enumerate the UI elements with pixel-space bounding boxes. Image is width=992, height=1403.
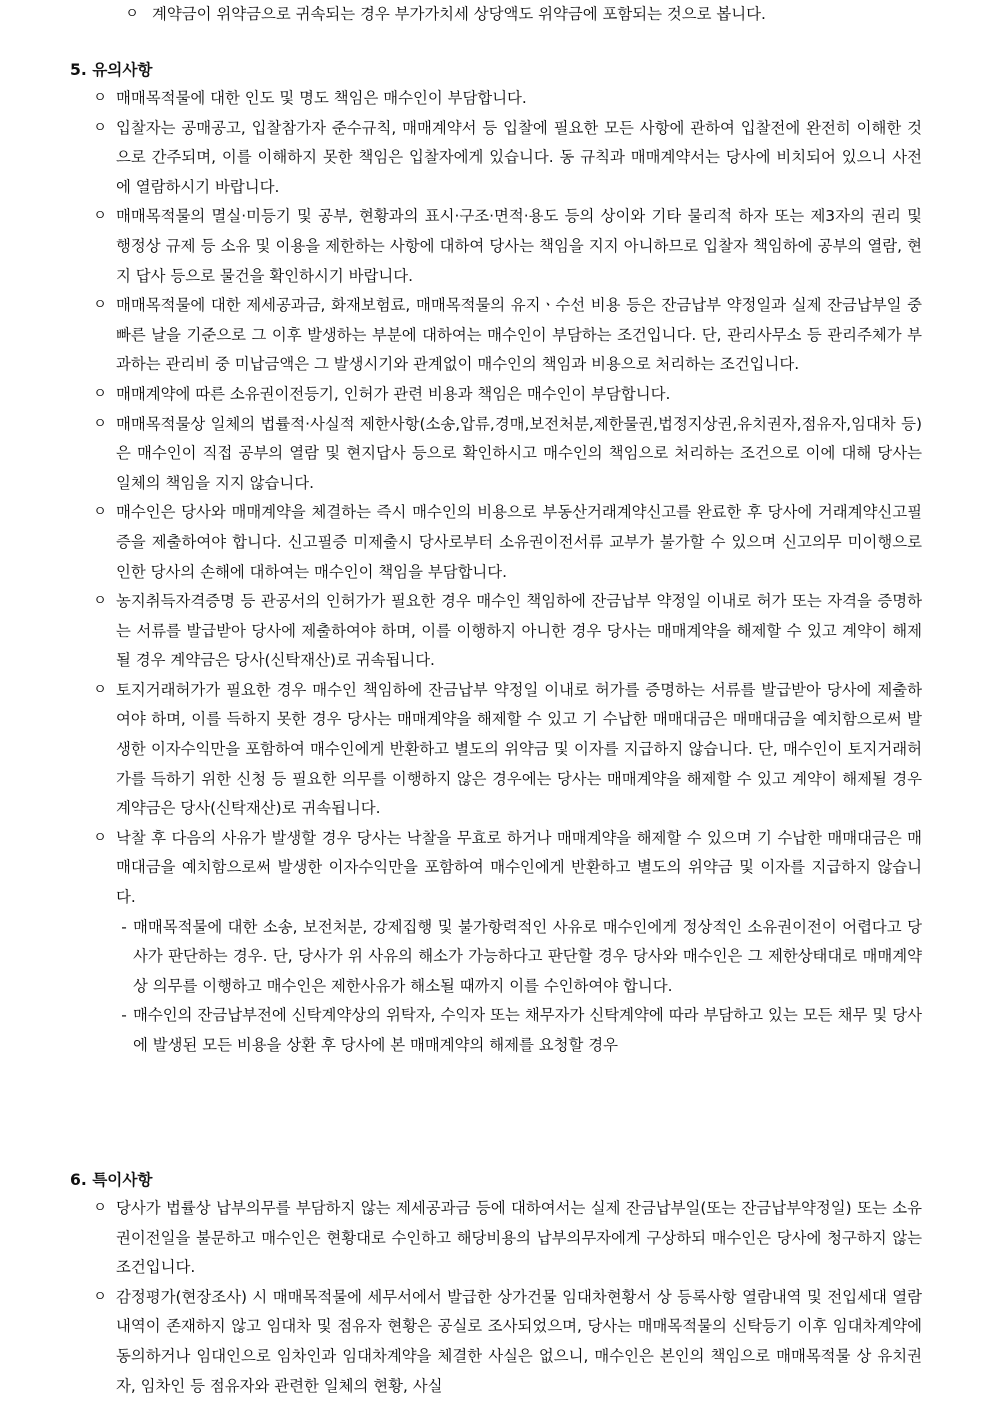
bullet-circle: ㅇ (93, 208, 107, 225)
sub-list-item-text: 매매목적물에 대한 소송, 보전처분, 강제집행 및 불가항력적인 사유로 매수인에게 정상적인 소유권이전이 어렵다고 당사가 판단하는 경우. 단, 당사가 위 사유의 해소가 가능하다고 판단할 경우 당사와 매수인은 그 제한상태대로 매매계약상 의무를 이행하고 매수인은 제한사유가 해소될 때까지 이를 수인하여야 합니다. (133, 917, 922, 995)
dash-marker: - (121, 917, 127, 936)
top-note-text: 계약금이 위약금으로 귀속되는 경우 부가가치세 상당액도 위약금에 포함되는 것으로 봅니다. (152, 5, 766, 23)
sub-list-item (116, 913, 922, 1002)
sub-list-item (116, 1001, 922, 1060)
bullet-circle: ㅇ (93, 297, 107, 314)
bullet-circle: ㅇ (93, 681, 107, 698)
list-item-text: 토지거래허가가 필요한 경우 매수인 책임하에 잔금납부 약정일 이내로 허가를 증명하는 서류를 발급받아 당사에 제출하여야 하며, 이를 득하지 못한 경우 당사는 매매계약을 해제할 수 있고 기 수납한 매매대금은 매매대금을 예치함으로써 발생한 이자수익만을 포함하여 매수인에게 반환하고 별도의 위약금 및 이자를 지급하지 않습니다. 단, 매수인이 토지거래허가를 득하기 위한 신청 등 필요한 의무를 이행하지 않은 경우에는 당사는 매매계약을 해제할 수 있고 계약이 해제될 경우 계약금은 당사(신탁재산)로 귀속됩니다. (116, 680, 922, 818)
bullet-circle: ㅇ (93, 504, 107, 521)
list-item-text: 매매계약에 따른 소유권이전등기, 인허가 관련 비용과 책임은 매수인이 부담합니다. (116, 384, 671, 403)
list-item-text: 매매목적물에 대한 제세공과금, 화재보험료, 매매목적물의 유지ㆍ수선 비용 등은 잔금납부 약정일과 실제 잔금납부일 중 빠른 날을 기준으로 그 이후 발생하는 부분에 대하여는 매수인이 부담하는 조건입니다. 단, 관리사무소 등 관리주체가 부과하는 관리비 중 미납금액은 그 발생시기와 관계없이 매수인의 책임과 비용으로 처리하는 조건입니다. (116, 296, 922, 374)
section-5-title: 5. 유의사항 (70, 61, 153, 79)
list-item (92, 114, 922, 203)
bullet-circle: ㅇ (93, 385, 107, 402)
bullet-circle: ㅇ (93, 119, 107, 136)
section-5-list (92, 84, 922, 1061)
bullet-circle: ㅇ (93, 1200, 107, 1216)
dash-marker: - (121, 1006, 127, 1025)
bullet-circle: ㅇ (93, 593, 107, 610)
top-note (124, 0, 924, 30)
list-item-text: 매수인은 당사와 매매계약을 체결하는 즉시 매수인의 비용으로 부동산거래계약신고를 완료한 후 당사에 거래계약신고필증을 제출하여야 합니다. 신고필증 미제출시 당사로부터 소유권이전서류 교부가 불가할 수 있으며 신고의무 미이행으로 인한 당사의 손해에 대하여는 매수인이 책임을 부담합니다. (116, 503, 922, 581)
bullet-circle: ㅇ (93, 90, 107, 106)
list-item-text: 매매목적물에 대한 인도 및 명도 책임은 매수인이 부담합니다. (116, 89, 527, 107)
sub-list-item-text: 매수인의 잔금납부전에 신탁계약상의 위탁자, 수익자 또는 채무자가 신탁계약에 따라 부담하고 있는 모든 채무 및 당사에 발생된 모든 비용을 상환 후 당사에 본 매매계약의 해제를 요청할 경우 (133, 1006, 922, 1054)
list-item (92, 410, 922, 499)
list-item (92, 498, 922, 587)
bullet-circle: ㅇ (93, 1288, 107, 1305)
list-item (92, 824, 922, 913)
bullet-circle: ㅇ (93, 415, 107, 432)
list-item-text: 농지취득자격증명 등 관공서의 인허가가 필요한 경우 매수인 책임하에 잔금납부 약정일 이내로 허가 또는 자격을 증명하는 서류를 발급받아 당사에 제출하여야 하며, 이를 이행하지 아니한 경우 당사는 매매계약을 해제할 수 있고 계약이 해제될 경우 계약금은 당사(신탁재산)로 귀속됩니다. (116, 592, 922, 670)
list-item (92, 202, 922, 291)
section-6-title: 6. 특이사항 (70, 1171, 153, 1189)
bullet-circle: ㅇ (93, 829, 107, 846)
list-item (92, 380, 922, 410)
list-item-text: 당사가 법률상 납부의무를 부담하지 않는 제세공과금 등에 대하여서는 실제 잔금납부일(또는 잔금납부약정일) 또는 소유권이전일을 불문하고 매수인은 현황대로 수인하고 해당비용의 납부의무자에게 구상하되 매수인은 당사에 청구하지 않는 조건입니다. (116, 1199, 922, 1277)
list-item (92, 1283, 922, 1401)
bullet-circle: ㅇ (125, 6, 139, 22)
list-item-text: 매매목적물의 멸실·미등기 및 공부, 현황과의 표시·구조·면적·용도 등의 상이와 기타 물리적 하자 또는 제3자의 권리 및 행정상 규제 등 소유 및 이용을 제한하는 사항에 대하여 당사는 책임을 지지 아니하므로 입찰자 책임하에 공부의 열람, 현지 답사 등으로 물건을 확인하시기 바랍니다. (116, 207, 922, 285)
list-item (92, 1194, 922, 1283)
sub-list (116, 913, 922, 1061)
list-item (92, 587, 922, 676)
section-6-list (92, 1194, 922, 1401)
list-item-text: 매매목적물상 일체의 법률적·사실적 제한사항(소송,압류,경매,보전처분,제한물권,법정지상권,유치권자,점유자,임대차 등)은 매수인이 직접 공부의 열람 및 현지답사 등으로 확인하시고 매수인의 책임으로 처리하는 조건으로 이에 대해 당사는 일체의 책임을 지지 않습니다. (116, 414, 922, 492)
list-item-text: 감정평가(현장조사) 시 매매목적물에 세무서에서 발급한 상가건물 임대차현황서 상 등록사항 열람내역 및 전입세대 열람내역이 존재하지 않고 임대차 및 점유자 현황은 공실로 조사되었으며, 당사는 매매목적물의 신탁등기 이후 임대차계약에 동의하거나 임대인으로 임차인과 임대차계약을 체결한 사실은 없으니, 매수인은 본인의 책임으로 매매목적물 상 유치권자, 임차인 등 점유자와 관련한 일체의 현황, 사실 (116, 1287, 922, 1395)
list-item (92, 84, 922, 114)
list-item (92, 291, 922, 380)
list-item-text: 입찰자는 공매공고, 입찰참가자 준수규칙, 매매계약서 등 입찰에 필요한 모든 사항에 관하여 입찰전에 완전히 이해한 것으로 간주되며, 이를 이해하지 못한 책임은 입찰자에게 있습니다. 동 규칙과 매매계약서는 당사에 비치되어 있으니 사전에 열람하시기 바랍니다. (116, 118, 922, 196)
list-item (92, 676, 922, 824)
list-item-text: 낙찰 후 다음의 사유가 발생할 경우 당사는 낙찰을 무효로 하거나 매매계약을 해제할 수 있으며 기 수납한 매매대금은 매매대금을 예치함으로써 발생한 이자수익만을 포함하여 매수인에게 반환하고 별도의 위약금 및 이자를 지급하지 않습니다. (116, 828, 922, 907)
